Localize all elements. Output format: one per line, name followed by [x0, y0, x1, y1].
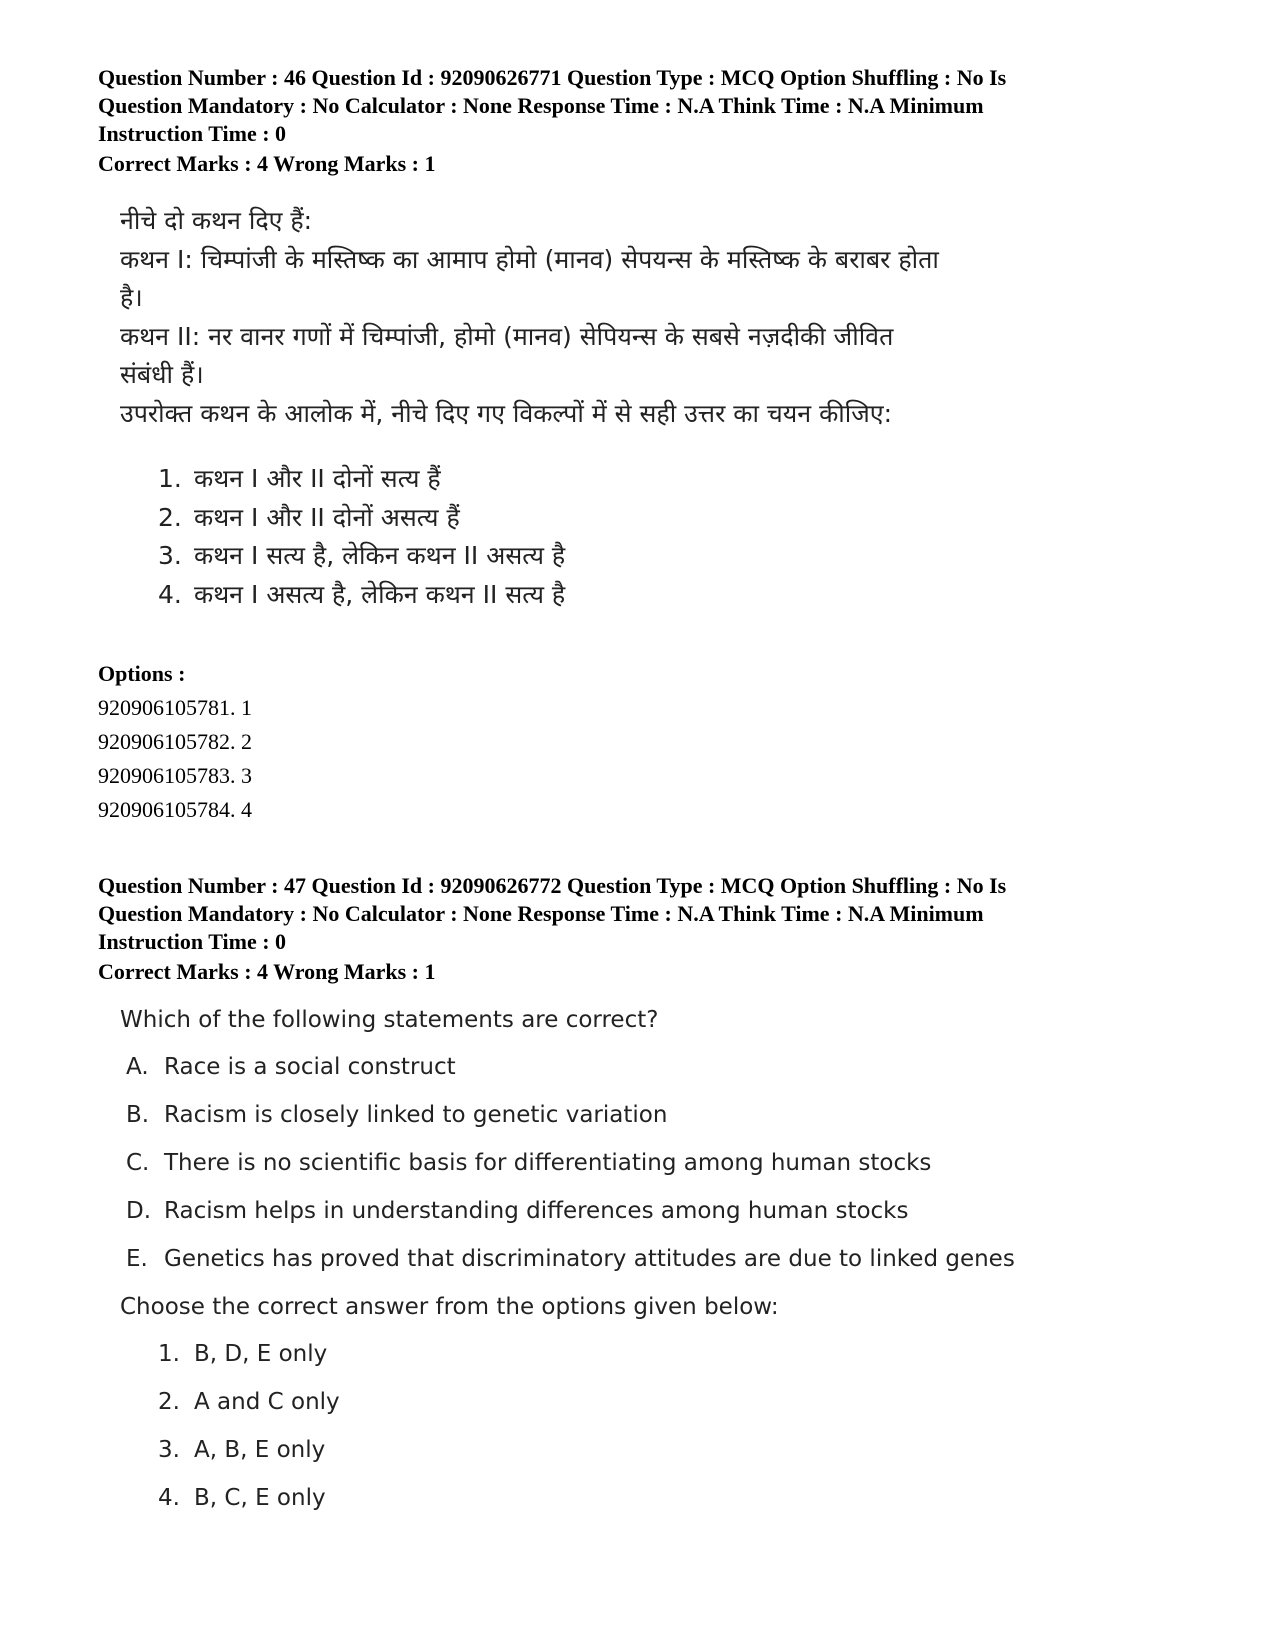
q47-choose-text: Choose the correct answer from the options given below:: [120, 1294, 779, 1320]
q47-statement: [126, 1054, 456, 1080]
option-item: 920906105782. 2: [98, 729, 252, 754]
statement-text: Genetics has proved that discriminatory attitudes are due to linked genes: [164, 1246, 1015, 1272]
choice-text: कथन I सत्य है, लेकिन कथन II असत्य है: [194, 541, 566, 570]
q47-meta-line-2: Question Mandatory : No Calculator : None Response Time : N.A Think Time : N.A Minimum: [98, 901, 984, 926]
choice-number: 3.: [158, 541, 182, 570]
q46-meta-line-3: Instruction Time : 0: [98, 121, 287, 146]
q47-meta-line-1: Question Number : 47 Question Id : 92090626772 Question Type : MCQ Option Shuffling : No Is: [98, 873, 1007, 898]
q46-body-line: है।: [120, 283, 143, 312]
q47-statement: [126, 1246, 1015, 1272]
q47-meta-line-3: Instruction Time : 0: [98, 929, 287, 954]
choice-text: A and C only: [194, 1389, 340, 1415]
statement-text: Racism is closely linked to genetic variation: [164, 1102, 668, 1128]
choice-number: 2.: [158, 502, 182, 532]
q46-body-line: कथन I: चिम्पांजी के मस्तिष्क का आमाप होमो (मानव) सेपयन्स के मस्तिष्क के बराबर होता: [120, 244, 939, 274]
q46-body-line: उपरोक्त कथन के आलोक में, नीचे दिए गए विकल्पों में से सही उत्तर का चयन कीजिए:: [120, 398, 893, 428]
statement-label: D.: [126, 1198, 152, 1224]
q47-statement: [126, 1150, 931, 1176]
option-item: 920906105784. 4: [98, 797, 252, 822]
option-item: 920906105781. 1: [98, 695, 252, 720]
choice-text: कथन I और II दोनों असत्य हैं: [194, 502, 460, 532]
statement-label: A.: [126, 1054, 149, 1080]
q47-statement: [126, 1102, 667, 1128]
choice-number: 4.: [158, 579, 182, 609]
option-item: 920906105783. 3: [98, 763, 252, 788]
statement-label: C.: [126, 1150, 150, 1176]
q46-meta-line-1: Question Number : 46 Question Id : 92090626771 Question Type : MCQ Option Shuffling : No Is: [98, 65, 1007, 90]
choice-number: 3.: [158, 1437, 180, 1463]
q46-marks: Correct Marks : 4 Wrong Marks : 1: [98, 151, 436, 176]
q47-statement: [126, 1198, 908, 1224]
choice-text: B, D, E only: [194, 1341, 328, 1367]
options-title: Options :: [98, 661, 186, 686]
statement-text: Racism helps in understanding differences among human stocks: [164, 1198, 909, 1224]
choice-number: 1.: [158, 1341, 180, 1367]
q47-marks: Correct Marks : 4 Wrong Marks : 1: [98, 959, 436, 984]
choice-text: B, C, E only: [194, 1485, 326, 1511]
q47-choice: [158, 1341, 327, 1367]
choice-text: A, B, E only: [194, 1437, 326, 1463]
statement-label: E.: [126, 1246, 148, 1272]
q47-prompt: Which of the following statements are correct?: [120, 1007, 659, 1033]
q46-body-line: कथन II: नर वानर गणों में चिम्पांजी, होमो (मानव) सेपियन्स के सबसे नज़दीकी जीवित: [120, 321, 894, 351]
q46-body-line: नीचे दो कथन दिए हैं:: [120, 206, 313, 235]
choice-number: 1.: [158, 464, 182, 493]
q46-meta-line-2: Question Mandatory : No Calculator : None Response Time : N.A Think Time : N.A Minimum: [98, 93, 984, 118]
choice-text: कथन I और II दोनों सत्य हैं: [194, 464, 441, 493]
choice-text: कथन I असत्य है, लेकिन कथन II सत्य है: [194, 579, 566, 609]
statement-text: Race is a social construct: [164, 1054, 456, 1080]
q46-body-line: संबंधी हैं।: [120, 360, 204, 389]
choice-number: 2.: [158, 1389, 180, 1415]
q47-choice: [158, 1485, 326, 1511]
q47-choice: [158, 1437, 325, 1463]
q47-choice: [158, 1389, 340, 1415]
statement-text: There is no scientific basis for differentiating among human stocks: [164, 1150, 932, 1176]
choice-number: 4.: [158, 1485, 180, 1511]
statement-label: B.: [126, 1102, 150, 1128]
